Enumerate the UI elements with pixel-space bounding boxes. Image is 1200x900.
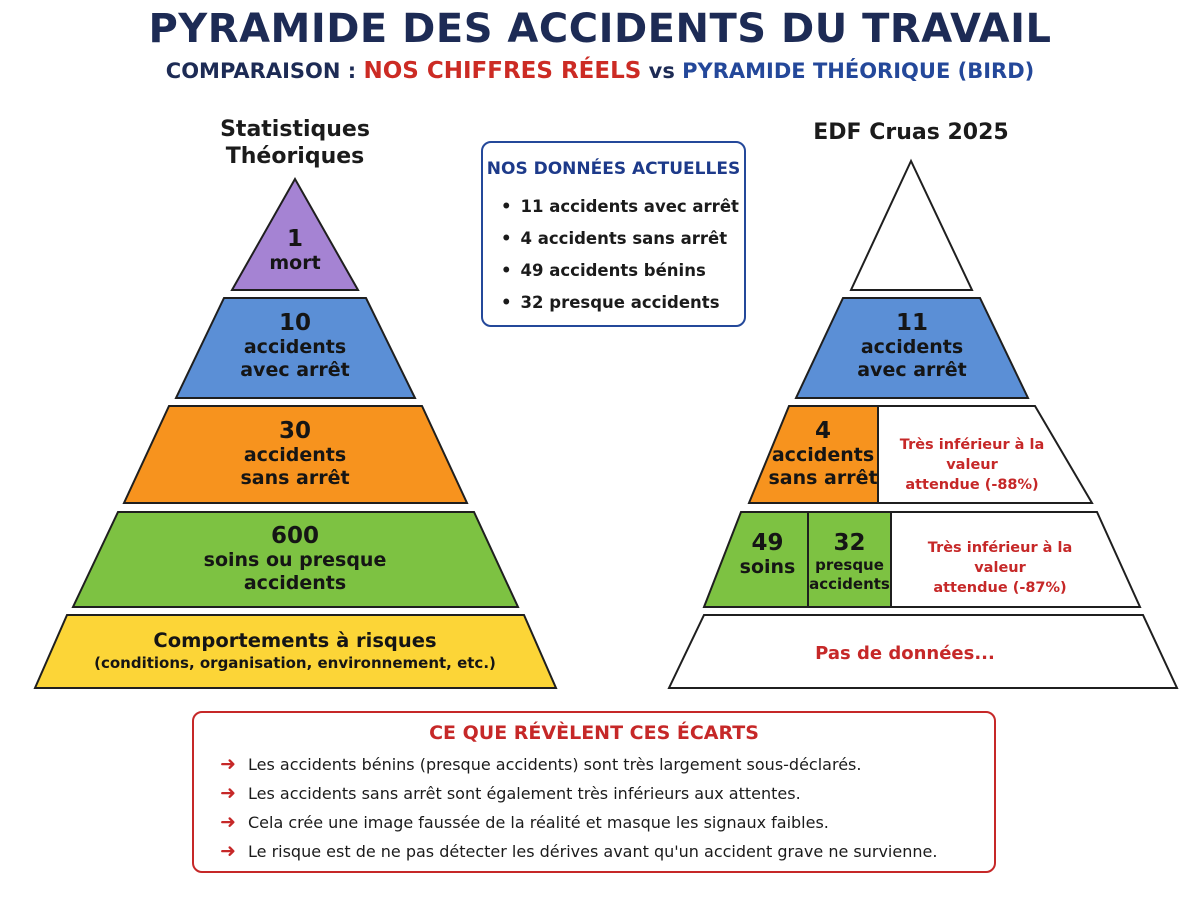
page-title: PYRAMIDE DES ACCIDENTS DU TRAVAIL: [148, 6, 1052, 52]
right-sans-arret-number: 4: [814, 418, 831, 444]
revelations-box: [192, 711, 996, 873]
right-presque-number: 32: [833, 530, 866, 556]
revelation-text: Cela crée une image faussée de la réalité et masque les signaux faibles.: [248, 813, 829, 832]
left-avec-arret-text1: accidents: [243, 336, 347, 358]
left-pyramid-title-line2: Théoriques: [225, 144, 365, 169]
right-presque-text2: accidents: [809, 575, 890, 593]
subtitle-theoretical: PYRAMIDE THÉORIQUE (BIRD): [682, 59, 1035, 83]
arrow-right-icon: ➜: [220, 811, 236, 833]
right-pyramid-title: EDF Cruas 2025: [813, 120, 1009, 145]
arrow-right-icon: ➜: [220, 782, 236, 804]
left-mort-number: 1: [286, 226, 303, 252]
right-soins-number: 49: [751, 530, 784, 556]
right-avec-arret-label: [812, 310, 1012, 382]
right-soins-note-line1: Très inférieur à la valeur: [927, 540, 1073, 576]
left-sans-arret-label: [195, 418, 395, 490]
right-sans-arret-note: [882, 435, 1062, 495]
current-data-panel: [481, 141, 746, 327]
left-comportements-label: [70, 628, 520, 673]
revelation-item: [220, 750, 994, 779]
right-soins-note-line2: attendue (-87%): [933, 580, 1067, 596]
right-no-data-label: Pas de données...: [815, 643, 995, 664]
right-presque-text1: presque: [815, 556, 884, 574]
right-soins-label: [730, 530, 805, 579]
left-pyramid-title-line1: Statistiques: [220, 117, 370, 142]
left-sans-arret-text2: sans arrêt: [240, 467, 350, 489]
right-level-top-empty: [851, 161, 972, 290]
current-data-item: • 4 accidents sans arrêt: [501, 223, 744, 255]
right-avec-arret-text2: avec arrêt: [857, 359, 967, 381]
revelation-text: Les accidents bénins (presque accidents) sont très largement sous-déclarés.: [248, 755, 862, 774]
left-avec-arret-number: 10: [278, 310, 311, 336]
left-soins-text2: accidents: [243, 572, 347, 594]
current-data-item: • 49 accidents bénins: [501, 255, 744, 287]
right-sans-arret-note-line2: attendue (-88%): [905, 477, 1039, 493]
subtitle-comparison: COMPARAISON :: [165, 59, 357, 83]
left-avec-arret-text2: avec arrêt: [240, 359, 350, 381]
subtitle-real-figures: NOS CHIFFRES RÉELS: [363, 58, 642, 84]
left-avec-arret-label: [195, 310, 395, 382]
right-sans-arret-text1: accidents: [771, 444, 875, 466]
revelations-title: CE QUE RÉVÈLENT CES ÉCARTS: [429, 722, 759, 744]
revelation-item: [220, 808, 994, 837]
subtitle-vs: vs: [648, 59, 675, 83]
right-sans-arret-label: [763, 418, 883, 490]
current-data-list: [483, 191, 744, 319]
revelations-list: [194, 750, 994, 866]
arrow-right-icon: ➜: [220, 840, 236, 862]
right-presque-label: [808, 530, 891, 594]
current-data-item: • 11 accidents avec arrêt: [501, 191, 744, 223]
right-sans-arret-note-line1: Très inférieur à la valeur: [899, 437, 1045, 473]
revelation-text: Les accidents sans arrêt sont également très inférieurs aux attentes.: [248, 784, 801, 803]
left-soins-number: 600: [270, 523, 319, 549]
left-sans-arret-number: 30: [278, 418, 311, 444]
left-sans-arret-text1: accidents: [243, 444, 347, 466]
revelation-item: [220, 779, 994, 808]
left-soins-text1: soins ou presque: [203, 549, 387, 571]
left-mort-text: mort: [269, 252, 321, 274]
revelation-text: Le risque est de ne pas détecter les dérives avant qu'un accident grave ne survienne.: [248, 842, 938, 861]
left-mort-label: [245, 226, 345, 275]
right-soins-note: [900, 538, 1100, 598]
right-avec-arret-number: 11: [895, 310, 928, 336]
arrow-right-icon: ➜: [220, 753, 236, 775]
current-data-item: • 32 presque accidents: [501, 287, 744, 319]
right-soins-text: soins: [739, 556, 796, 578]
current-data-title: NOS DONNÉES ACTUELLES: [486, 159, 741, 179]
left-soins-label: [170, 523, 420, 595]
right-avec-arret-text1: accidents: [860, 336, 964, 358]
left-comportements-title: Comportements à risques: [153, 629, 437, 652]
left-comportements-detail: (conditions, organisation, environnement, etc.): [94, 654, 496, 672]
right-sans-arret-text2: sans arrêt: [768, 467, 878, 489]
revelation-item: [220, 837, 994, 866]
